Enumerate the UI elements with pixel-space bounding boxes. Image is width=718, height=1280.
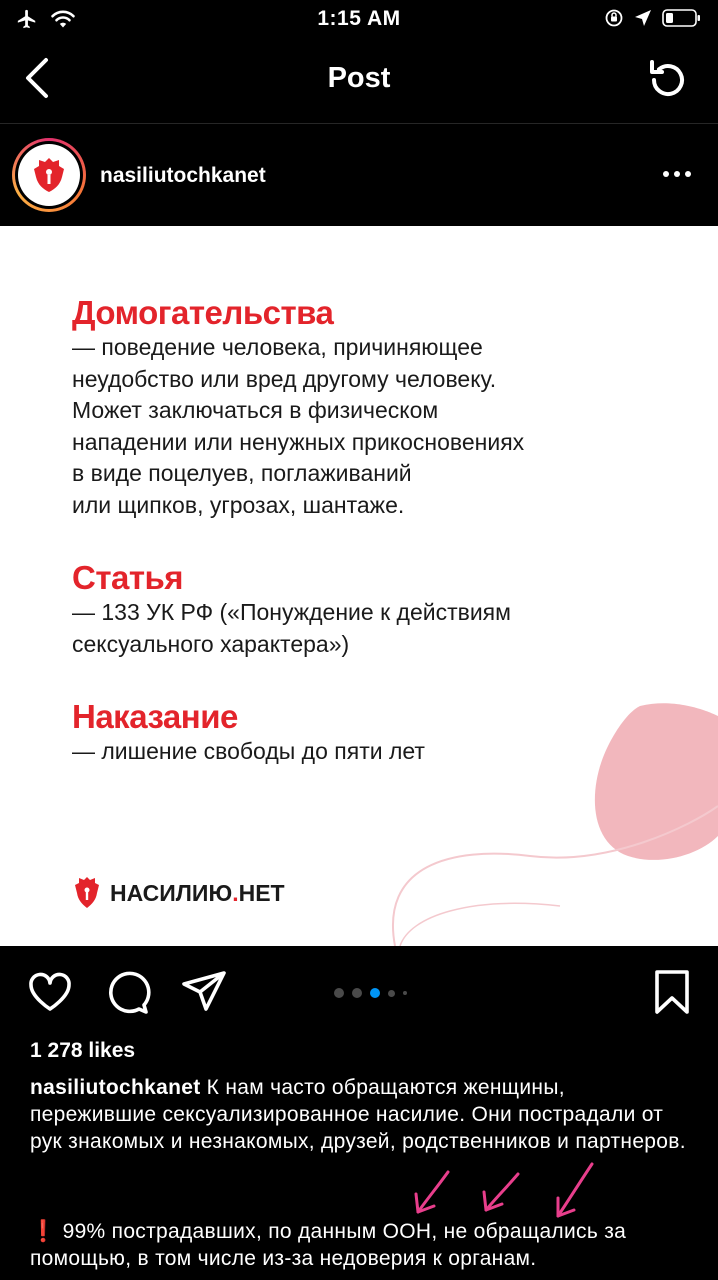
page-title: Post: [327, 62, 391, 94]
slide-content: [72, 294, 672, 768]
exclamation-icon: ❗: [30, 1220, 57, 1243]
battery-icon: [662, 8, 702, 28]
heading-punishment: Наказание: [72, 698, 238, 735]
caption-statistic-text: 99% пострадавших, по данным ООН, не обращались за помощью, в том числе из-за недоверия к органам.: [30, 1220, 627, 1270]
location-icon: [634, 9, 652, 27]
status-bar: [0, 0, 718, 40]
carousel-dot-active: [370, 988, 380, 998]
carousel-indicator: [334, 988, 407, 998]
carousel-dot: [388, 990, 395, 997]
brand-logo: НАСИЛИЮ.НЕТ: [72, 876, 285, 910]
save-bookmark-icon[interactable]: [648, 968, 696, 1016]
share-send-icon[interactable]: [180, 968, 228, 1016]
carousel-dot: [352, 988, 362, 998]
status-time: 1:15 AM: [317, 7, 401, 30]
carousel-dot: [403, 991, 407, 995]
post-header: [0, 124, 718, 226]
post-username[interactable]: nasiliutochkanet: [100, 164, 266, 187]
like-heart-icon[interactable]: [26, 968, 74, 1016]
avatar[interactable]: [12, 138, 86, 212]
refresh-button[interactable]: [644, 56, 692, 104]
shield-logo-icon: [72, 876, 102, 910]
comment-icon[interactable]: [104, 968, 152, 1016]
heading-article: Статья: [72, 559, 184, 596]
more-options-icon[interactable]: [662, 166, 692, 182]
caption-statistic: [30, 1218, 700, 1272]
body-harassment: — поведение человека, причиняющее неудобство или вред другому человеку. Может заключаться в физическом нападении или ненужных прикосновениях в виде поцелуев, поглаживаний или щипков, угрозах, шантаже.: [72, 334, 525, 518]
shield-logo-icon: [29, 155, 69, 195]
body-article: — 133 УК РФ («Понуждение к действиям сексуального характера»): [72, 599, 511, 657]
caption: [30, 1074, 690, 1155]
heading-harassment: Домогательства: [72, 294, 334, 331]
caption-text: К нам часто обращаются женщины, пережившие сексуализированное насилие. Они пострадали от рук знакомых и незнакомых, друзей, родственников и партнеров.: [30, 1076, 686, 1153]
action-bar: [0, 946, 718, 1038]
caption-username[interactable]: nasiliutochkanet: [30, 1076, 201, 1099]
body-punishment: — лишение свободы до пяти лет: [72, 738, 425, 764]
post-image[interactable]: [0, 226, 718, 946]
likes-count[interactable]: 1 278 likes: [30, 1039, 136, 1062]
orientation-lock-icon: [604, 8, 624, 28]
carousel-dot: [334, 988, 344, 998]
navigation-bar: [0, 40, 718, 124]
